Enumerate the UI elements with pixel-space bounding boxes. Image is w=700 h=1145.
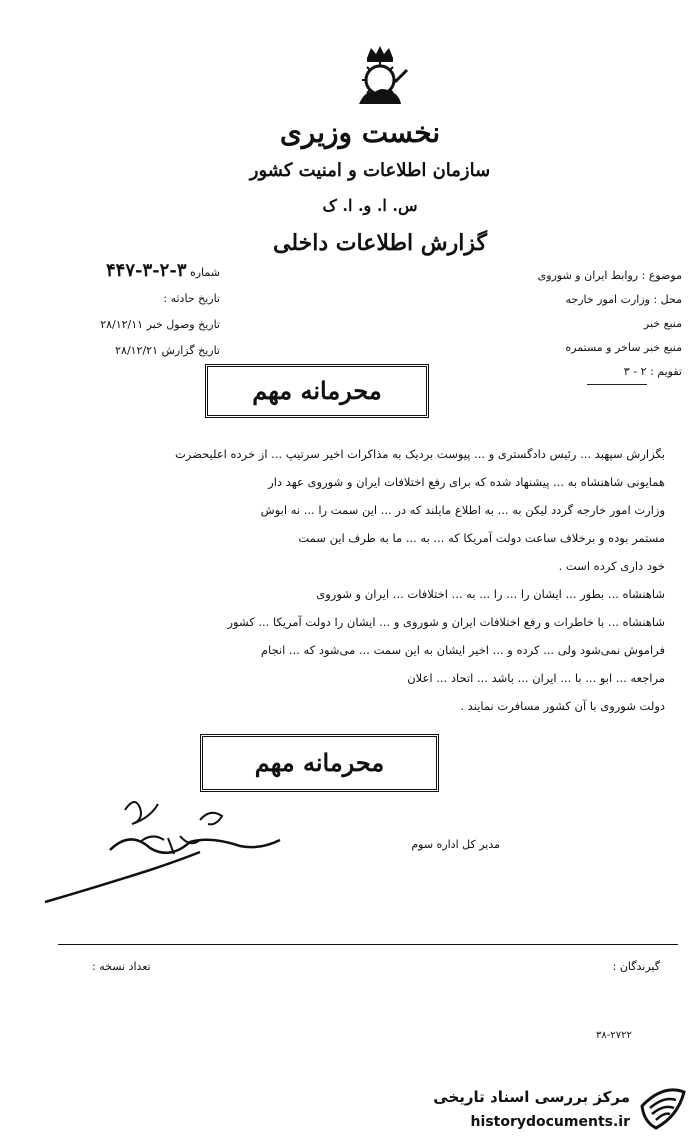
body-line-4: مستمر بوده و برخلاف ساعت دولت آمریکا که ... به ... ما به طرف این سمت (298, 531, 665, 545)
location-label: محل : (653, 293, 682, 306)
event-date-label: تاریخ حادثه : (163, 292, 220, 305)
evaluation-value: ۲ - ۳ (587, 360, 647, 385)
subject-label: موضوع : (641, 269, 682, 282)
body-line-9: مراجعه ... ابو ... با ... ایران ... باشد ... اتحاد ... اعلان (407, 671, 665, 685)
news-label: منبع خبر (643, 341, 682, 354)
body-line-5: خود داری کرده است . (558, 559, 665, 573)
number-value: ۳-۲-۳-۴۴۷ (106, 260, 187, 281)
report-date-label: تاریخ گزارش (161, 344, 220, 357)
footer-divider (58, 944, 678, 945)
received-date-value: ۲۸/۱۲/۱۱ (100, 318, 144, 331)
header-organization: سازمان اطلاعات و امنیت کشور (249, 160, 491, 181)
header-code: س. ا. و. ا. ک (322, 196, 418, 215)
news-source-row (452, 336, 682, 360)
location-row (452, 288, 682, 312)
body-line-1: بگزارش سپهبد ... رئیس دادگستری و ... پیوست بردیک به مذاکرات اخیر سرتیپ ... از خرده اعلیحضرت (174, 447, 665, 461)
received-date-label: تاریخ وصول خبر (146, 318, 220, 331)
report-title: گزارش اطلاعات داخلی (273, 230, 487, 256)
news-value: ساخر و مستمره (565, 341, 641, 354)
confidential-stamp-top: محرمانه مهم (205, 364, 429, 418)
meta-left-block (10, 258, 220, 364)
body-line-10: دولت شوروی با آن کشور مسافرت نمایند . (460, 699, 665, 713)
recipients-label: گیرندگان : (612, 960, 660, 973)
document-number: ۳۸-۲۷۲۲ (596, 1030, 632, 1041)
body-line-7: شاهنشاه ... با خاطرات و رفع اختلافات ایران و شوروی و ... ایشان را دولت آمریکا ... کشور (227, 615, 665, 629)
meta-right-block (452, 264, 682, 385)
subject-value: روابط ایران و شوروی (537, 269, 639, 282)
body-line-2: همایونی شاهنشاه به ... پیشنهاد شده که برای رفع اختلافات ایران و شوروی عهد دار (268, 475, 665, 489)
signature-names: مدیر کل اداره سوم (411, 838, 500, 851)
number-row (10, 258, 220, 286)
evaluation-row (452, 360, 682, 385)
archive-name: مرکز بررسی اسناد تاریخی (433, 1088, 630, 1106)
received-date-row (10, 312, 220, 338)
location-value: وزارت امور خارجه (565, 293, 650, 306)
report-date-row (10, 338, 220, 364)
archive-logo-icon (638, 1082, 688, 1132)
lion-sun-emblem-icon (345, 42, 415, 112)
body-line-8: فراموش نمی‌شود ولی ... کرده و ... اخیر ایشان به این سمت ... می‌شود که ... انجام (260, 643, 665, 657)
subject-row (452, 264, 682, 288)
confidential-stamp-bottom: محرمانه مهم (200, 734, 439, 792)
source-label: منبع خبر (643, 317, 682, 330)
archive-url: historydocuments.ir (470, 1114, 630, 1130)
header-title: نخست وزیری (279, 116, 441, 149)
copies-label: تعداد نسخه : (92, 960, 151, 973)
source-row (452, 312, 682, 336)
body-line-3: وزارت امور خارجه گردد لیکن به ... به اطلاع مایلند که در ... این سمت را ... نه ابوش (260, 503, 665, 517)
number-label: شماره (189, 266, 220, 279)
body-line-6: شاهنشاه ... بطور ... ایشان را ... را ... به ... اختلافات ... ایران و شوروی (316, 587, 665, 601)
report-date-value: ۲۸/۱۲/۲۱ (115, 344, 158, 357)
report-body (45, 440, 665, 720)
event-date-row (10, 286, 220, 312)
evaluation-label: تقویم : (650, 365, 682, 378)
